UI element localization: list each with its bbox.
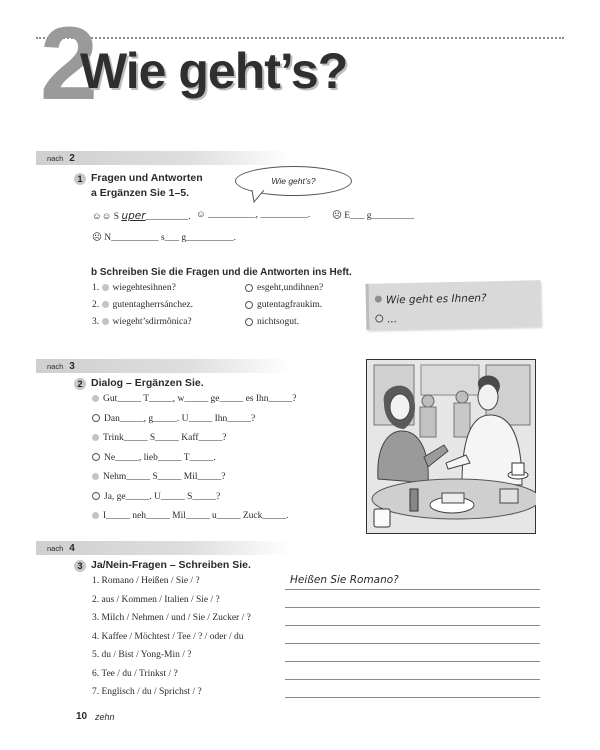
nach-bar-4: nach 4: [36, 541, 291, 555]
dialog-line: Nehm_____ S_____ Mil_____?: [92, 472, 352, 492]
blank-so-so: ☹ E___ g_________: [332, 211, 415, 221]
exercise-number-1: 1: [74, 173, 86, 185]
question-item: 2. aus / Kommen / Italien / Sie / ?: [92, 594, 220, 605]
nach-number: 2: [69, 152, 75, 164]
question-item: 5. du / Bist / Yong-Min / ?: [92, 650, 192, 660]
answer-line-3: [285, 625, 540, 626]
question-item: 4. Kaffee / Möchtest / Tee / ? / oder / du: [92, 631, 244, 642]
exercise-number-2: 2: [74, 378, 86, 390]
blank-good: ☺ __________, __________.: [196, 210, 311, 220]
list-item: 1. wiegehtesihnen?: [92, 283, 176, 293]
scrambled-questions: [92, 576, 292, 706]
handwritten-example-answer: Heißen Sie Romano?: [290, 574, 399, 586]
example-note: [366, 280, 542, 330]
scrambled-list-left: [92, 283, 252, 334]
cafe-illustration: [366, 359, 536, 534]
page-word: zehn: [95, 712, 115, 722]
blank-very-good: ☺☺ S uper_________.: [92, 210, 191, 222]
list-item: 3. wiegeht’sdirmônica?: [92, 317, 192, 327]
dialog-line: I_____ neh_____ Mil_____ u_____ Zuck_____.: [92, 511, 352, 531]
list-item: 2. gutentagherrsánchez.: [92, 300, 193, 310]
exercise-number-3: 3: [74, 560, 86, 572]
bubble-tail: [250, 190, 270, 204]
question-item: 3. Milch / Nehmen / und / Sie / Zucker / ?: [92, 613, 251, 623]
answer-line-1: [285, 589, 540, 590]
list-item: nichtsogut.: [245, 317, 365, 334]
answer-line-7: [285, 697, 540, 698]
page-number: 10: [76, 711, 88, 722]
exercise-2-heading: Dialog – Ergänzen Sie.: [91, 377, 204, 389]
answer-line-4: [285, 643, 540, 644]
dialog-line: Trink_____ S_____ Kaff_____?: [92, 433, 352, 453]
answer-line-6: [285, 679, 540, 680]
page-title: Wie geht’s?: [80, 43, 348, 99]
exercise-1b-instruction: b Schreiben Sie die Fragen und die Antworten ins Heft.: [91, 267, 352, 278]
nach-bar-3: nach 3: [36, 359, 291, 373]
note-line-2: ...: [387, 313, 398, 326]
chapter-number: 2: [40, 6, 96, 122]
nach-label: nach: [47, 153, 64, 163]
question-item: 1. Romano / Heißen / Sie / ?: [92, 576, 200, 586]
dialog-line: Dan_____, g_____. U_____ Ihn_____?: [92, 414, 352, 434]
nach-bar-2: [36, 151, 291, 165]
dialog-line: Ja, ge_____. U_____ S_____?: [92, 492, 352, 512]
question-item: 7. Englisch / du / Sprichst / ?: [92, 687, 202, 697]
dialog-line: Gut_____ T_____, w_____ ge_____ es Ihn_____?: [92, 394, 352, 414]
top-dotted-rule: [36, 37, 564, 39]
dialog-line: Ne_____, lieb_____ T_____.: [92, 453, 352, 473]
list-item: esgeht,undihnen?: [245, 283, 365, 300]
question-item: 6. Tee / du / Trinkst / ?: [92, 668, 178, 679]
exercise-3-heading: Ja/Nein-Fragen – Schreiben Sie.: [91, 559, 251, 571]
handwritten-answer-uper: uper: [121, 210, 146, 222]
answer-line-5: [285, 661, 540, 662]
exercise-1-heading: Fragen und Antworten: [91, 172, 203, 184]
blank-not-good: ☹ N__________ s___ g__________.: [92, 233, 236, 243]
list-item: gutentagfraukim.: [245, 300, 365, 317]
note-line-1: Wie geht es Ihnen?: [385, 292, 487, 307]
exercise-1a-instruction: a Ergänzen Sie 1–5.: [91, 187, 190, 199]
answer-line-2: [285, 607, 540, 608]
dialog-lines: [92, 394, 352, 531]
scrambled-list-right: [245, 283, 365, 334]
bubble-text: Wie geht’s?: [271, 176, 316, 186]
